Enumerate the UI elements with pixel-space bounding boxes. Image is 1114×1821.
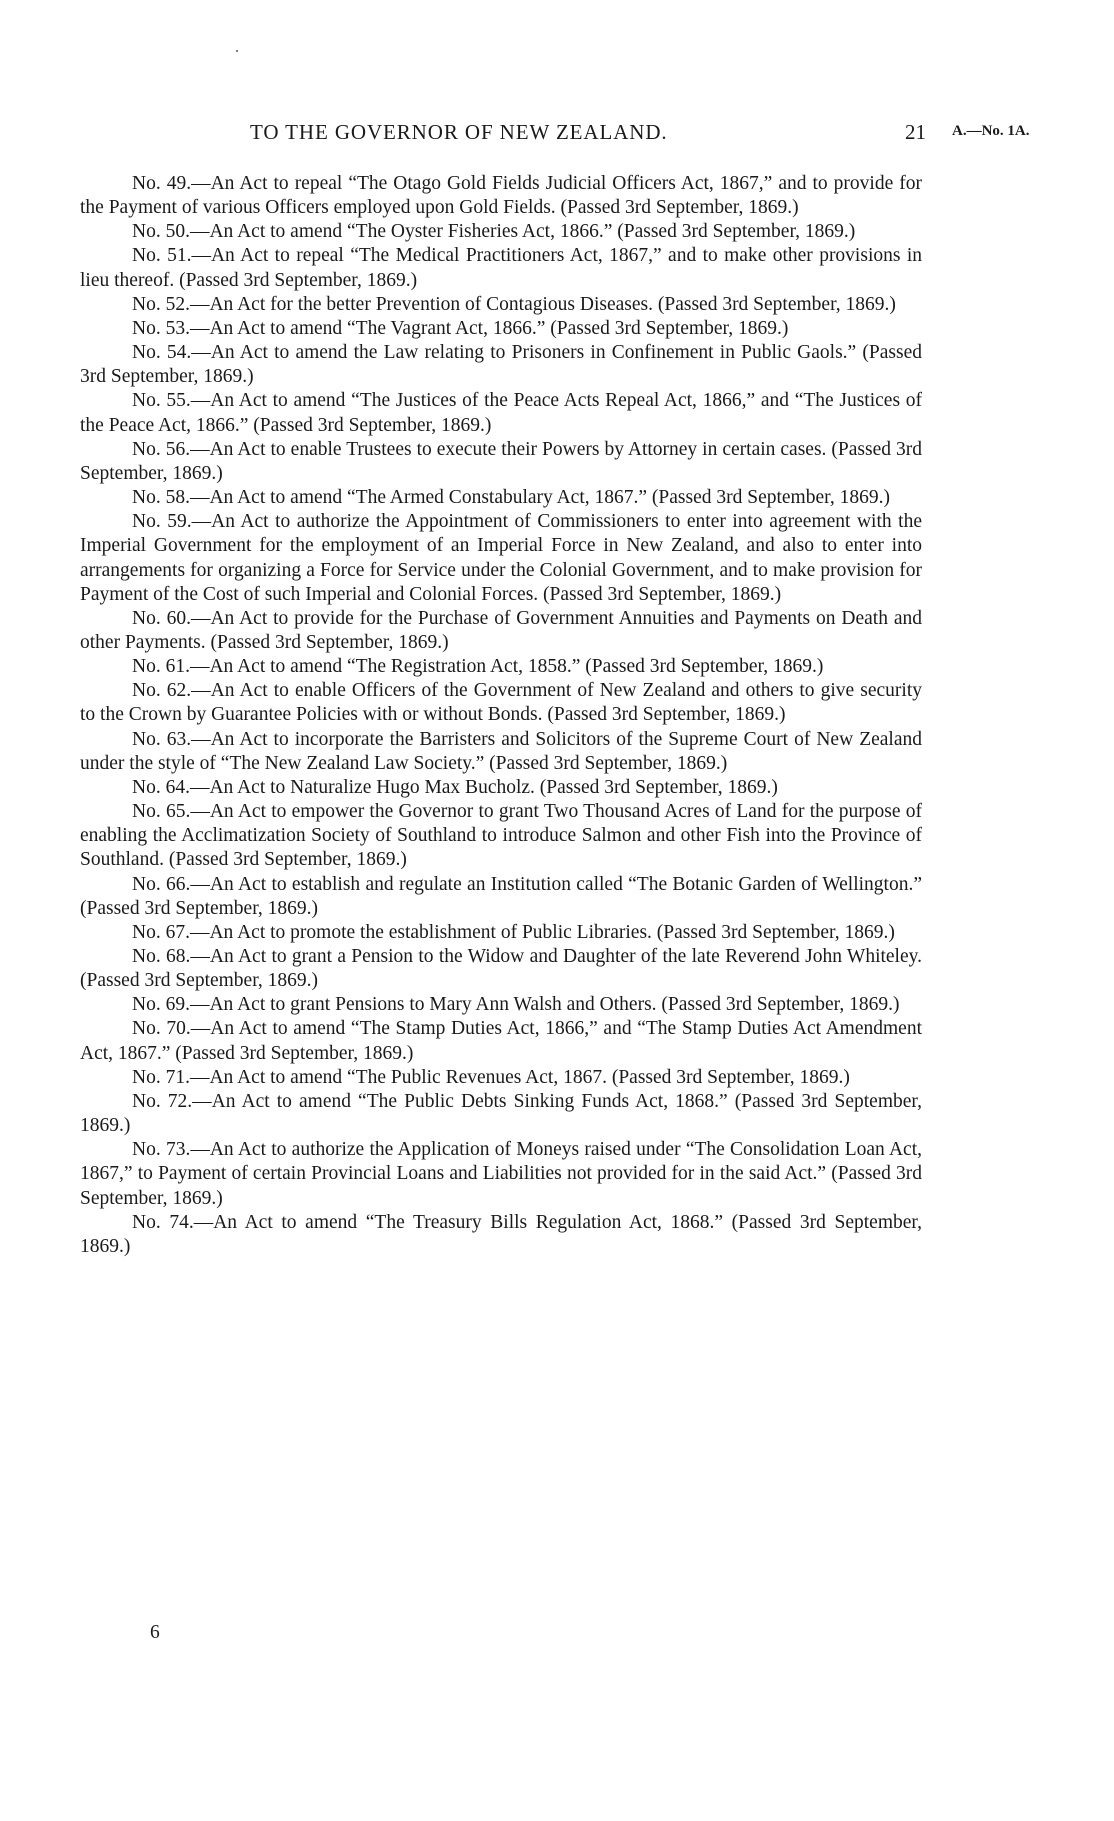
- act-entry: No. 52.—An Act for the better Prevention of Contagious Diseases. (Passed 3rd September, 1869.): [132, 293, 896, 315]
- act-entry: No. 68.—An Act to grant a Pension to the Widow and Daughter of the late Reverend John Whiteley. (Passed 3rd September, 1869.): [80, 946, 922, 992]
- page-header: [0, 120, 1114, 150]
- act-entry: No. 60.—An Act to provide for the Purchase of Government Annuities and Payments on Death and other Payments. (Passed 3rd September, 1869.): [80, 607, 922, 653]
- act-entry: No. 55.—An Act to amend “The Justices of the Peace Acts Repeal Act, 1866,” and “The Justices of the Peace Act, 1866.” (Passed 3rd September, 1869.): [80, 390, 922, 436]
- page-number: 21: [905, 120, 926, 144]
- act-entry: No. 72.—An Act to amend “The Public Debts Sinking Funds Act, 1868.” (Passed 3rd September, 1869.): [80, 1090, 922, 1137]
- act-entry: No. 70.—An Act to amend “The Stamp Duties Act, 1866,” and “The Stamp Duties Act Amendment Act, 1867.” (Passed 3rd September, 1869.): [80, 1018, 922, 1064]
- signature-mark: 6: [150, 1622, 160, 1643]
- act-entry: No. 56.—An Act to enable Trustees to execute their Powers by Attorney in certain cases. (Passed 3rd September, 1869.): [80, 438, 922, 484]
- act-entry: No. 62.—An Act to enable Officers of the Government of New Zealand and others to give security to the Crown by Guarantee Policies with or without Bonds. (Passed 3rd September, 1869.): [80, 680, 922, 726]
- act-entry: No. 50.—An Act to amend “The Oyster Fisheries Act, 1866.” (Passed 3rd September, 1869.): [132, 221, 856, 243]
- act-entry: No. 49.—An Act to repeal “The Otago Gold Fields Judicial Officers Act, 1867,” and to provide for the Payment of various Officers employed upon Gold Fields. (Passed 3rd September, 1869.): [80, 173, 922, 219]
- act-entry: No. 66.—An Act to establish and regulate an Institution called “The Botanic Garden of Wellington.” (Passed 3rd September, 1869.): [80, 873, 922, 919]
- act-entry: No. 63.—An Act to incorporate the Barristers and Solicitors of the Supreme Court of New Zealand under the style of “The New Zealand Law Society.” (Passed 3rd September, 1869.): [80, 728, 922, 774]
- act-entry: No. 58.—An Act to amend “The Armed Constabulary Act, 1867.” (Passed 3rd September, 1869.): [132, 487, 890, 509]
- acts-list: [80, 172, 922, 1259]
- paper-speck: [236, 50, 238, 52]
- act-entry: No. 71.—An Act to amend “The Public Revenues Act, 1867. (Passed 3rd September, 1869.): [132, 1066, 850, 1088]
- act-entry: No. 64.—An Act to Naturalize Hugo Max Bucholz. (Passed 3rd September, 1869.): [132, 776, 778, 798]
- act-entry: No. 51.—An Act to repeal “The Medical Practitioners Act, 1867,” and to make other provisions in lieu thereof. (Passed 3rd September, 1869.): [80, 245, 922, 291]
- act-entry: No. 65.—An Act to empower the Governor to grant Two Thousand Acres of Land for the purpose of enabling the Acclimatization Society of Southland to introduce Salmon and other Fish into the Province of Southland. (Passed 3rd September, 1869.): [80, 801, 922, 871]
- running-head: TO THE GOVERNOR OF NEW ZEALAND.: [250, 120, 668, 144]
- document-reference: A.—No. 1A.: [952, 123, 1030, 139]
- act-entry: No. 53.—An Act to amend “The Vagrant Act, 1866.” (Passed 3rd September, 1869.): [132, 317, 789, 339]
- act-entry: No. 69.—An Act to grant Pensions to Mary Ann Walsh and Others. (Passed 3rd September, 1869.): [132, 994, 900, 1016]
- act-entry: No. 59.—An Act to authorize the Appointment of Commissioners to enter into agreement with the Imperial Government for the employment of an Imperial Force in New Zealand, and also to enter into arrangements for organizing a Force for Service under the Colonial Government, and to make provision for Payment of the Cost of such Imperial and Colonial Forces. (Passed 3rd September, 1869.): [80, 511, 922, 605]
- act-entry: No. 67.—An Act to promote the establishment of Public Libraries. (Passed 3rd September, 1869.): [132, 921, 895, 943]
- act-entry: No. 61.—An Act to amend “The Registration Act, 1858.” (Passed 3rd September, 1869.): [132, 656, 824, 678]
- act-entry: No. 54.—An Act to amend the Law relating to Prisoners in Confinement in Public Gaols.” (Passed 3rd September, 1869.): [80, 342, 922, 388]
- act-entry: No. 73.—An Act to authorize the Application of Moneys raised under “The Consolidation Loan Act, 1867,” to Payment of certain Provincial Loans and Liabilities not provided for in the said Act.” (Passed 3rd September, 1869.): [80, 1139, 922, 1209]
- act-entry: No. 74.—An Act to amend “The Treasury Bills Regulation Act, 1868.” (Passed 3rd September, 1869.): [80, 1211, 922, 1257]
